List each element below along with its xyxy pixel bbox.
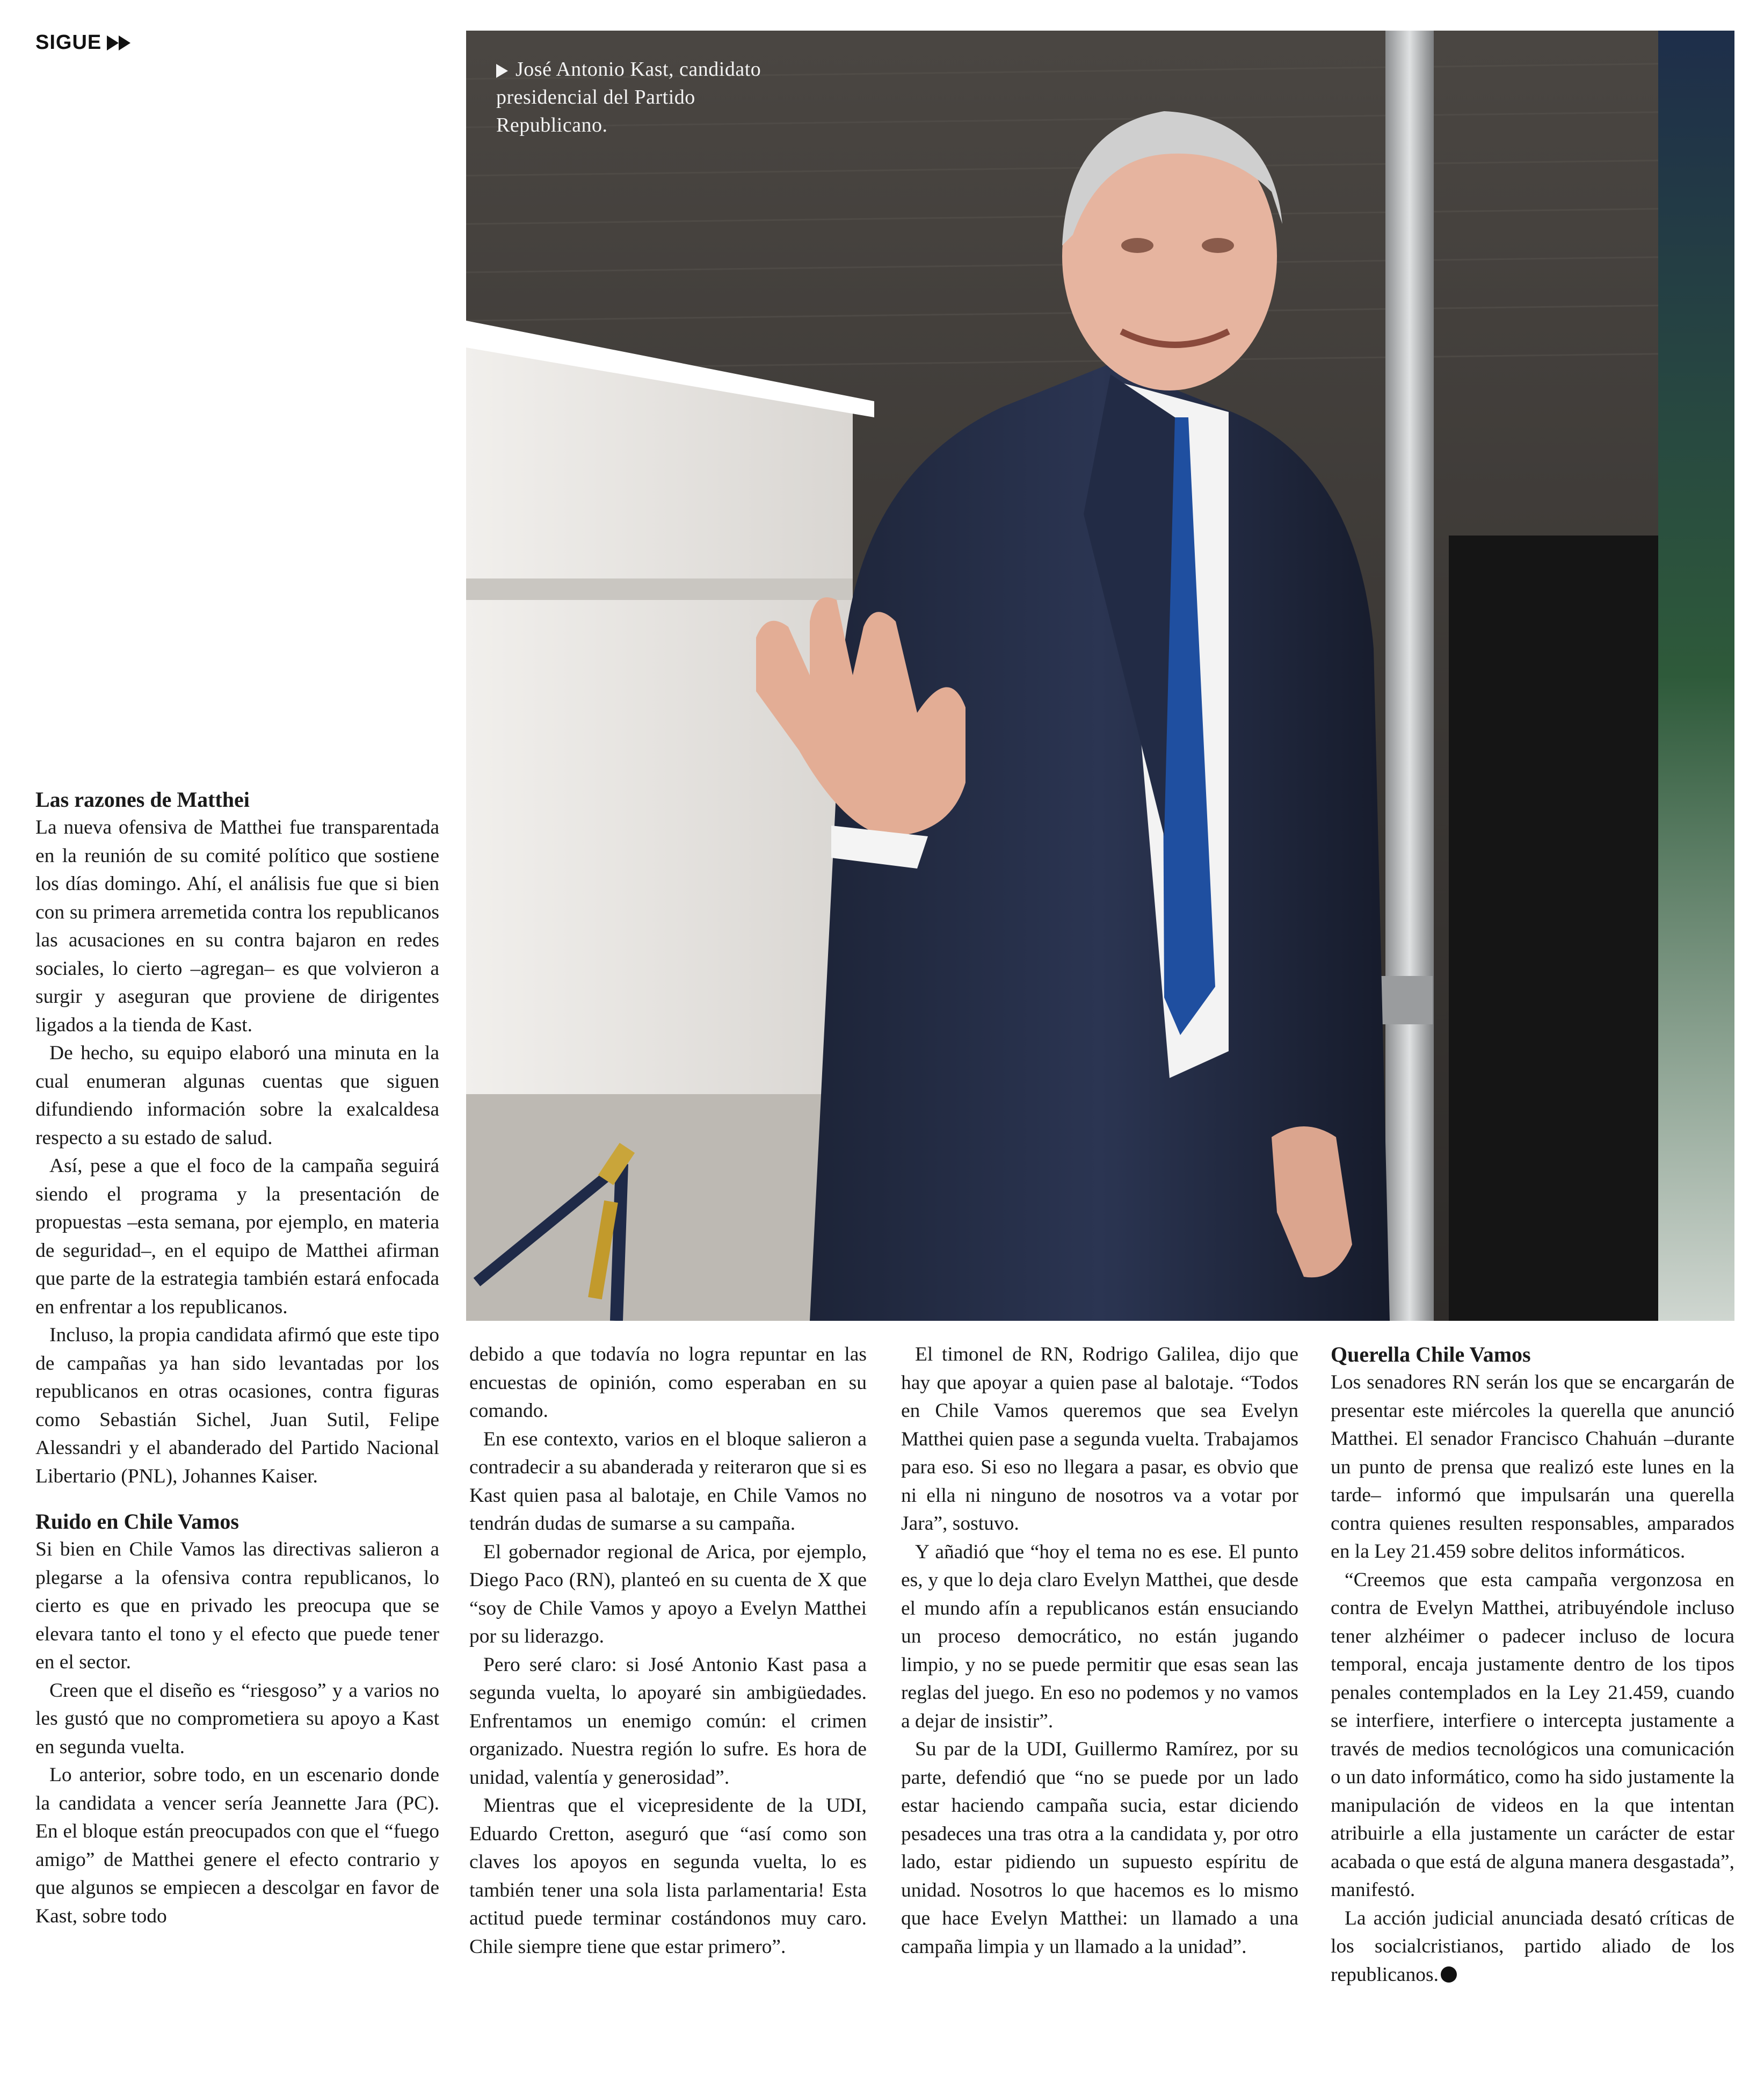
paragraph: La nueva ofensiva de Matthei fue transparentada en la reunión de su comité político que sostiene los días domingo. Ahí, el análisis fue que si bien con su primera arremetida contra los republicanos las acusaciones en su contra bajaron en redes sociales, lo cierto –agregan– es que volvieron a surgir y aseguran que proviene de dirigentes ligados a la tienda de Kast. [35,816,439,1036]
paragraph: Si bien en Chile Vamos las directivas salieron a plegarse a la ofensiva contra republicanos, lo cierto es que en privado les preocupa que se elevara tanto el tono y el efecto que puede tener en el sector. [35,1538,439,1673]
subheading-razones: Las razones de Matthei [35,787,250,812]
photo-caption [496,55,797,139]
photo-illustration [466,31,1734,1321]
paragraph: El timonel de RN, Rodrigo Galilea, dijo que hay que apoyar a quien pase al balotaje. “Todos en Chile Vamos queremos que sea Evelyn Matthei quien pase a segunda vuelta. Trabajamos para eso. Si eso no llegara a pasar, es obvio que ni ella ni ninguno de nosotros va a votar por Jara”, sostuvo. [901,1343,1298,1535]
paragraph: Creen que el diseño es “riesgoso” y a varios no les gustó que no comprometiera su apoyo a Kast en segunda vuelta. [35,1679,439,1758]
caption-arrow-icon [496,64,508,78]
paragraph: debido a que todavía no logra repuntar en las encuestas de opinión, como esperaban en su comando. [469,1343,867,1422]
paragraph [1331,1905,1734,1990]
sigue-text: SIGUE [35,31,102,54]
paragraph: Incluso, la propia candidata afirmó que este tipo de campañas ya han sido levantadas por los republicanos en otras ocasiones, contra figuras como Sebastián Sichel, Juan Sutil, Felipe Alessandri y el abanderado del Partido Nacional Libertario (PNL), Johannes Kaiser. [35,1324,439,1487]
sigue-label [35,31,130,54]
paragraph: Así, pese a que el foco de la campaña seguirá siendo el programa y la presentación de propuestas –esta semana, por ejemplo, en materia de seguridad–, en el equipo de Matthei afirman que parte de la estrategia también estará enfocada en enfrentar a los republicanos. [35,1155,439,1318]
paragraph: De hecho, su equipo elaboró una minuta en la cual enumeran algunas cuentas que siguen difundiendo información sobre la exalcaldesa respecto a su estado de salud. [35,1042,439,1149]
closing-text: La acción judicial anunciada desató críticas de los socialcristianos, partido aliado de los republicanos. [1331,1907,1734,1986]
end-mark-icon [1441,1966,1457,1983]
paragraph: En ese contexto, varios en el bloque salieron a contradecir a su abanderada y reiteraron que si es Kast quien pasa al balotaje, en Chile Vamos no tendrán dudas de sumarse a su campaña. [469,1428,867,1535]
article-column-1 [35,786,439,1930]
article-column-3 [901,1341,1298,1961]
paragraph: Mientras que el vicepresidente de la UDI, Eduardo Cretton, aseguró que “así como son claves los apoyos en segunda vuelta, lo es también tener una sola lista parlamentaria! Esta actitud puede terminar costándonos muy caro. Chile siempre tiene que estar primero”. [469,1795,867,1958]
paragraph: Lo anterior, sobre todo, en un escenario donde la candidata a vencer sería Jeannette Jara (PC). En el bloque están preocupados con que el “fuego amigo” de Matthei genere el efecto contrario y que algunos se empiecen a descolgar en favor de Kast, sobre todo [35,1764,439,1927]
article-column-2 [469,1341,867,1961]
subheading-ruido: Ruido en Chile Vamos [35,1509,239,1534]
subheading-querella: Querella Chile Vamos [1331,1342,1531,1366]
paragraph: Los senadores RN serán los que se encargarán de presentar este miércoles la querella que anunció Matthei. El senador Francisco Chahuán –durante un punto de prensa que realizó este lunes en la tarde– informó que impulsarán una querella contra quienes resulten responsables, amparados en la Ley 21.459 sobre delitos informáticos. [1331,1371,1734,1563]
paragraph: El gobernador regional de Arica, por ejemplo, Diego Paco (RN), planteó en su cuenta de X que “soy de Chile Vamos y apoyo a Evelyn Matthei por su liderazgo. [469,1540,867,1647]
paragraph: Pero seré claro: si José Antonio Kast pasa a segunda vuelta, lo apoyaré sin ambigüedades. Enfrentamos un enemigo común: el crimen organizado. Nuestra región lo sufre. Es hora de unidad, valentía y generosidad”. [469,1653,867,1789]
double-arrow-icon [107,35,130,50]
paragraph: Su par de la UDI, Guillermo Ramírez, por su parte, defendió que “no se puede por un lado estar haciendo campaña sucia, estar diciendo pesadeces una tras otra a la candidata y, por otro lado, estar pidiendo un supuesto espíritu de unidad. Nosotros lo que hacemos es lo mismo que hace Evelyn Matthei: un llamado a una campaña limpia y un llamado a la unidad”. [901,1738,1298,1958]
news-photo [466,31,1734,1321]
paragraph: “Creemos que esta campaña vergonzosa en contra de Evelyn Matthei, atribuyéndole incluso tener alzhéimer o padecer incluso de locura temporal, encaja justamente dentro de los tipos penales contemplados en la Ley 21.459, cuando se interfiere, interfiere o intercepta justamente a través de medios tecnológicos una comunicación o un dato informático, como ha sido justamente la manipulación de videos en la que intentan atribuirle a ella justamente un carácter de estar acabada o que está de alguna manera desgastada”, manifestó. [1331,1568,1734,1901]
photo-caption-text: José Antonio Kast, candidato presidencial del Partido Republicano. [496,58,761,136]
paragraph: Y añadió que “hoy el tema no es ese. El punto es, y que lo deja claro Evelyn Matthei, que desde el mundo afín a republicanos están ensuciando un proceso democrático, no están jugando limpio, y no se puede permitir que esas sean las reglas del juego. En eso no podemos y no vamos a dejar de insistir”. [901,1540,1298,1732]
article-column-4 [1331,1341,1734,1989]
